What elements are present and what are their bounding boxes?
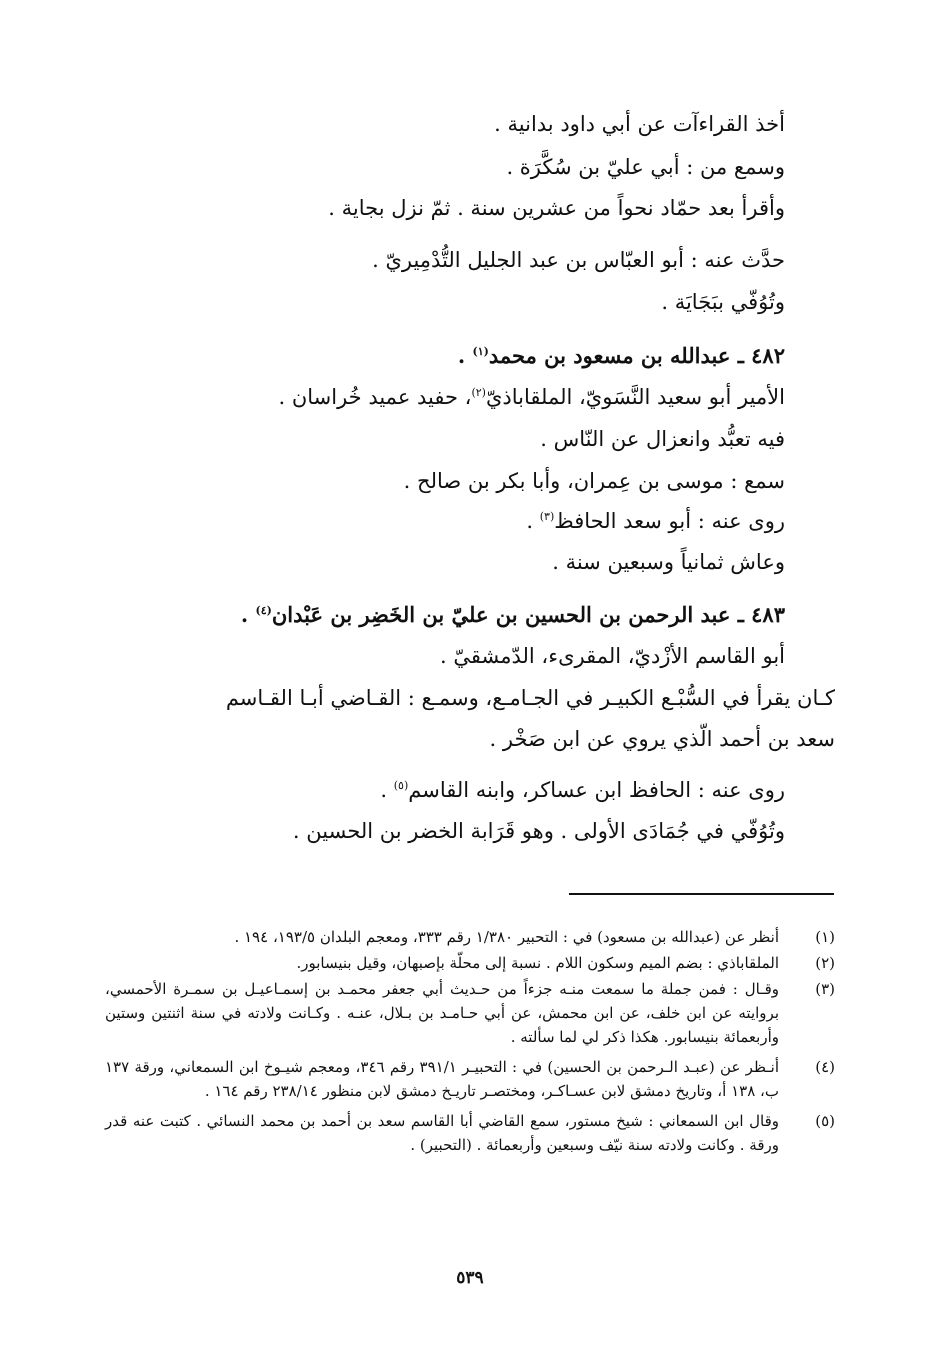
footnote-text: وقـال : فمن جملة ما سمعت منـه جزءاً من حـديث أبي جعفر محمـد بن إسمـاعيـل بن سمـرة الأحمسي، بروايته عن ابن خلف، عن ابن محمش، عن أبي حـامـد بن بـلال، عنـه . وكـانت ولادته في سنة اثنتين وستين وأربعمائة بنيسابور. هكذا ذكر لي لما سألته . <box>105 980 779 1046</box>
text-line: وعاش ثمانياً وسبعين سنة . <box>552 550 785 574</box>
entry-482-heading <box>458 343 785 368</box>
footnote-number: (٥) <box>815 1112 835 1130</box>
entry-heading-text: ٤٨٢ ـ عبدالله بن مسعود بن محمد <box>488 343 785 368</box>
text-line: وتُوُفّي ببَجَايَة . <box>661 290 785 314</box>
text-segment: روى عنه : الحافظ ابن عساكر، وابنه القاسم <box>408 778 785 802</box>
text-line <box>278 385 785 409</box>
footnote-ref: (٤) <box>255 604 272 617</box>
text-line: وسمع من : أبي عليّ بن سُكَّرَة . <box>506 155 785 179</box>
text-line <box>526 509 785 533</box>
text-segment: روى عنه : أبو سعد الحافظ <box>554 509 785 533</box>
text-line: حدَّث عنه : أبو العبّاس بن عبد الجليل التُّدْمِيريّ . <box>372 248 785 272</box>
footnote-ref: (٢) <box>471 386 486 399</box>
footnote-number: (٢) <box>815 954 835 972</box>
page-number: ٥٣٩ <box>456 1268 484 1288</box>
footnote <box>105 977 835 1049</box>
entry-heading-end: . <box>457 343 473 368</box>
entry-483-heading <box>241 602 785 627</box>
footnote-ref: (٣) <box>539 510 555 523</box>
footnote-ref: (٥) <box>393 779 409 792</box>
text-segment: ، حفيد عميد خُراسان . <box>278 385 472 409</box>
footnote-number: (٣) <box>815 980 835 998</box>
footnote <box>105 1055 835 1103</box>
footnote <box>105 951 835 975</box>
footnote-text: وقال ابن السمعاني : شيخ مستور، سمع القاضي أبا القاسم سعد بن أحمد بن محمد النسائي . كتبت عنه قدر ورقة . وكانت ولادته سنة نيّف وسبعين وأربعمائة . (التحبير) . <box>105 1112 779 1154</box>
text-line: فيه تعبُّد وانعزال عن النّاس . <box>540 427 785 451</box>
entry-heading-text: ٤٨٣ ـ عبد الرحمن بن الحسين بن عليّ بن الخَضِر بن عَبْدان <box>271 602 785 627</box>
footnote-number: (٤) <box>815 1058 835 1076</box>
text-line: سعد بن أحمد الّذي يروي عن ابن صَخْر . <box>489 727 835 751</box>
text-segment: الأمير أبو سعيد النَّسَويّ، الملقاباذيّ <box>485 385 785 409</box>
footnote-text: أنـظر عن (عبـد الـرحمن بن الحسين) في : التحبيـر ٣٩١/١ رقم ٣٤٦، ومعجم شيـوخ ابن السمعاني، ورقة ١٣٧ ب، ١٣٨ أ، وتاريخ دمشق لابن عسـاكـر، ومختصـر تاريـخ دمشق لابن منظور ٢٣٨/١٤ رقم ١٦٤ . <box>105 1058 779 1100</box>
footnotes <box>105 925 835 1157</box>
text-line: كـان يقرأ في السُّبْـع الكبيـر في الجـامـع، وسمـع : القـاضي أبـا القـاسم <box>225 686 835 710</box>
entry-heading-end: . <box>240 602 256 627</box>
footnote <box>105 925 835 949</box>
text-line: وأقرأ بعد حمّاد نحواً من عشرين سنة . ثمّ نزل بجاية . <box>328 196 785 220</box>
footnote-text: أنظر عن (عبدالله بن مسعود) في : التحبير ١/٣٨٠ رقم ٣٣٣، ومعجم البلدان ١٩٣/٥، ١٩٤ . <box>234 928 779 946</box>
footnote-ref: (١) <box>472 345 489 358</box>
footnote-divider <box>569 893 834 895</box>
text-line <box>380 778 785 802</box>
text-segment: . <box>526 509 540 533</box>
footnote-text: الملقاباذي : بضم الميم وسكون اللام . نسبة إلى محلّة بإصبهان، وقيل بنيسابور. <box>296 954 779 972</box>
text-segment: . <box>380 778 394 802</box>
text-line: أبو القاسم الأزْديّ، المقرىء، الدّمشقيّ . <box>440 644 785 668</box>
text-line: وتُوُفّي في جُمَادَى الأولى . وهو قَرَابة الخضر بن الحسين . <box>292 819 785 843</box>
text-line: أخذ القراءآت عن أبي داود بدانية . <box>494 112 785 136</box>
footnote-number: (١) <box>815 928 835 946</box>
footnote <box>105 1109 835 1157</box>
text-line: سمع : موسى بن عِمران، وأبا بكر بن صالح . <box>403 469 785 493</box>
